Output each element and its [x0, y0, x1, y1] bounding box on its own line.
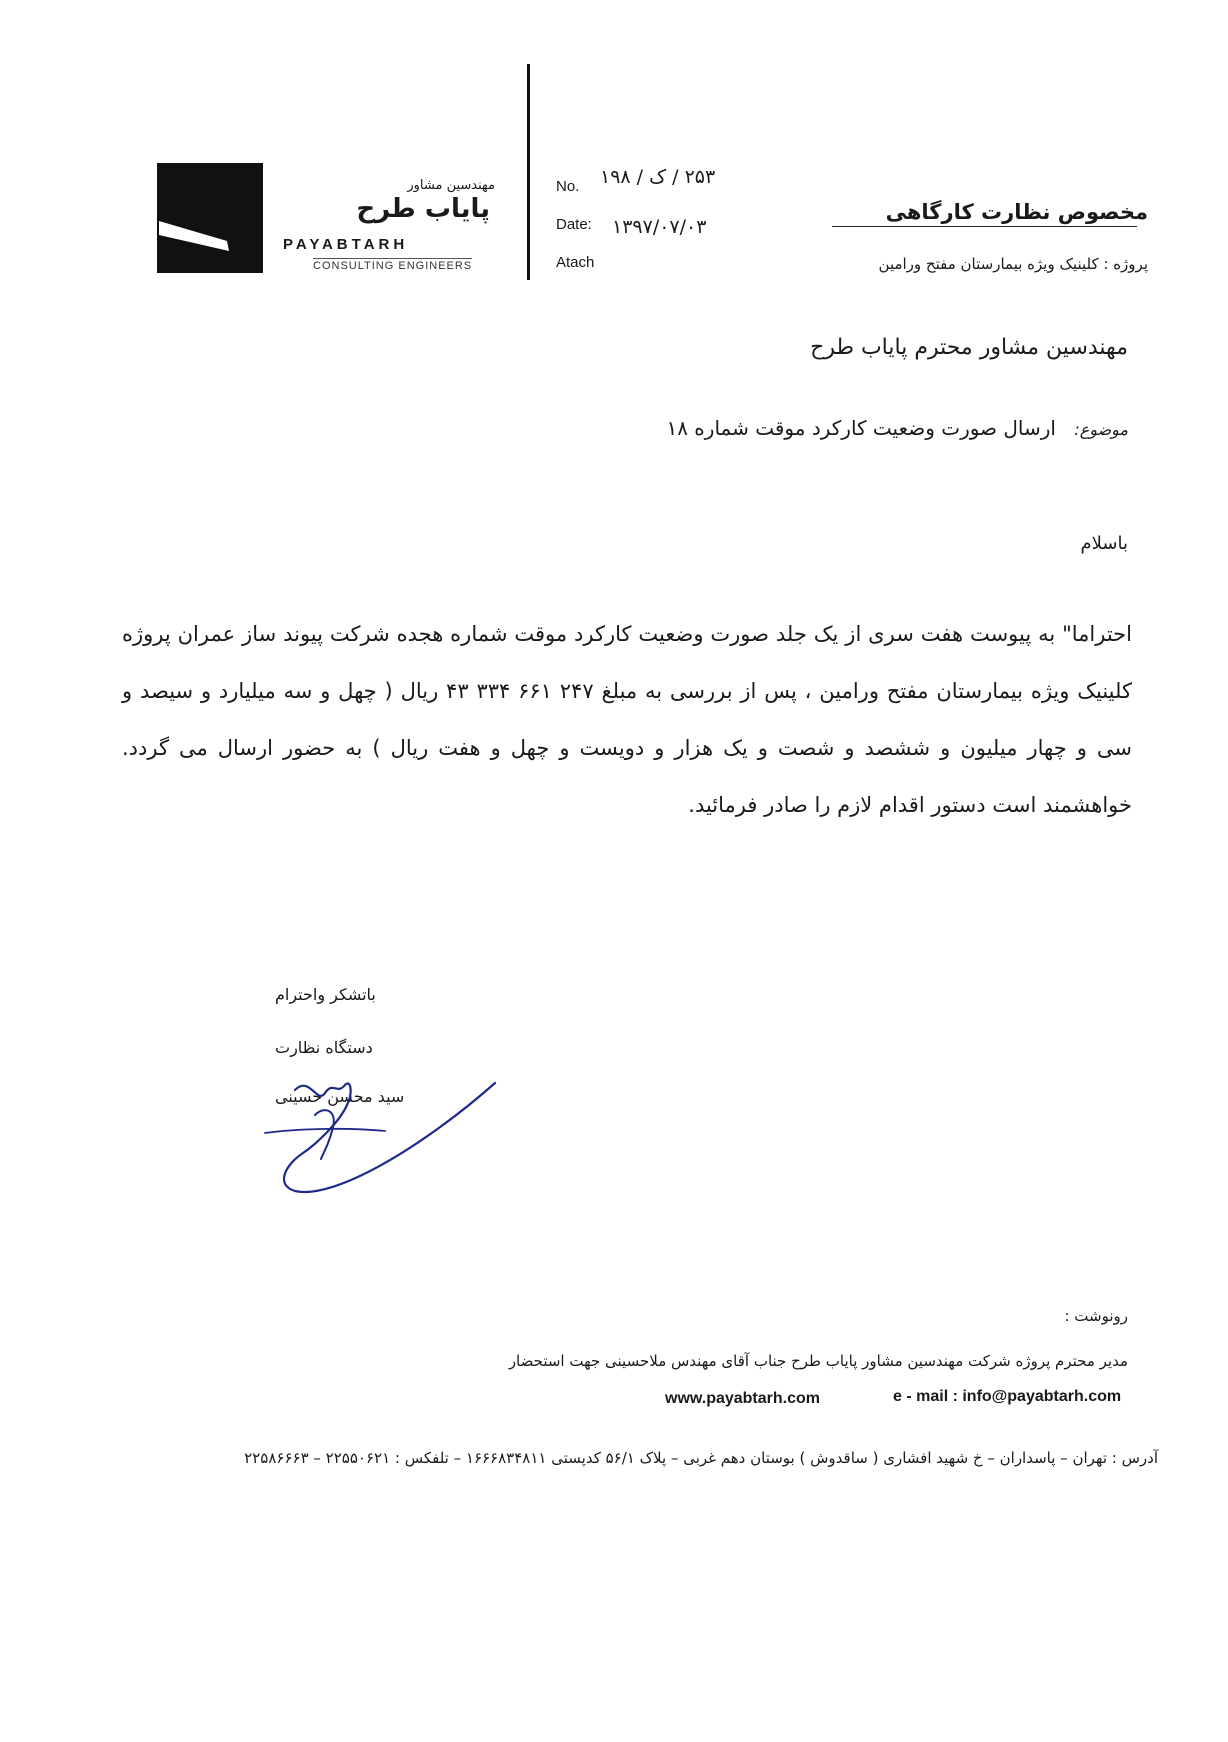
- date-value: ۱۳۹۷/۰۷/۰۳: [612, 216, 707, 238]
- signer-name: سید محسن حسینی: [275, 1087, 405, 1106]
- subject-text: ارسال صورت وضعیت کارکرد موقت شماره ۱۸: [666, 416, 1056, 440]
- cc-label: رونوشت :: [1064, 1307, 1128, 1325]
- greeting: باسلام: [1080, 533, 1128, 554]
- subject-label: موضوع:: [1074, 420, 1128, 439]
- private-underline: [832, 226, 1137, 227]
- brand-name-fa: پایاب طرح: [356, 194, 490, 224]
- header-divider: [527, 64, 530, 280]
- handwritten-signature: [255, 1035, 505, 1199]
- brand-subtitle-fa: مهندسین مشاور: [407, 178, 495, 193]
- date-label: Date:: [556, 216, 592, 233]
- brand-subtitle-en: CONSULTING ENGINEERS: [313, 260, 473, 272]
- email-link[interactable]: e - mail : info@payabtarh.com: [893, 1388, 1122, 1405]
- closing: باتشکر واحترام: [275, 985, 376, 1004]
- private-title: مخصوص نظارت کارگاهی: [885, 200, 1148, 224]
- company-logo: [157, 163, 263, 273]
- attach-label: Atach: [556, 254, 595, 271]
- number-label: No.: [556, 178, 580, 195]
- signer-office: دستگاه نظارت: [275, 1038, 373, 1057]
- body-paragraph: احتراما" به پیوست هفت سری از یک جلد صورت وضعیت کارکرد موقت شماره هجده شرکت پیوند ساز عمران پروژه کلینیک ویژه بیمارستان مفتح ورامین ، پس از بررسی به مبلغ ۲۴۷ ۶۶۱ ۳۳۴ ۴۳ ریال ( چهل و سه میلیارد و سیصد و سی و چهار میلیون و ششصد و شصت و یک هزار و دویست و چهل و هفت ریال ) به حضور ارسال می گردد. خواهشمند است دستور اقدام لازم را صادر فرمائید.: [122, 622, 1132, 817]
- brand-name-en: PAYABTARH: [283, 236, 409, 253]
- cc-text: مدیر محترم پروژه شرکت مهندسین مشاور پایاب طرح جناب آقای مهندس ملاحسینی جهت استحضار: [508, 1352, 1128, 1370]
- recipient: مهندسین مشاور محترم پایاب طرح: [810, 335, 1128, 360]
- number-value: ۲۵۳ / ک / ۱۹۸: [600, 166, 716, 188]
- website-link[interactable]: www.payabtarh.com: [665, 1390, 820, 1407]
- project-line: پروژه : کلینیک ویژه بیمارستان مفتح ورامین: [878, 255, 1148, 273]
- address: آدرس : تهران – پاسداران – خ شهید افشاری ( ساقدوش ) بوستان دهم غربی – پلاک ۵۶/۱ کدپستی ۱۶۶۶۸۳۴۸۱۱ – تلفکس : ۲۲۵۵۰۶۲۱ – ۲۲۵۸۶۶۶۳: [244, 1449, 1158, 1467]
